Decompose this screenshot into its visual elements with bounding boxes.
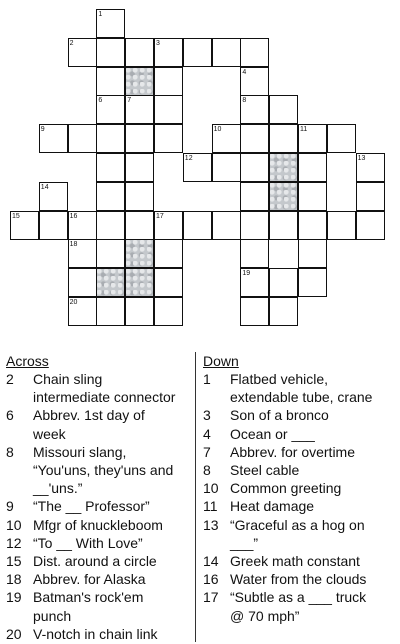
grid-cell[interactable] [68,38,97,67]
clue-number: 13 [203,516,219,533]
clue-number: 3 [203,407,211,424]
clue-number: 9 [6,498,14,515]
clue-number: 8 [242,97,247,105]
grid-cell[interactable] [212,211,241,240]
clue-text: Abbrev. for overtime [230,443,356,460]
clue-text: V-notch in chain link [33,625,158,642]
down-clue [203,552,399,570]
clue-number: 4 [242,68,247,76]
down-clue [203,370,399,406]
across-clue [6,588,194,624]
down-clue [203,461,399,479]
grid-cell[interactable] [240,67,269,96]
grid-cell[interactable] [96,297,125,326]
grid-cell[interactable] [154,67,183,96]
down-clue-list [203,370,399,625]
clue-text: Mfgr of knuckleboom [33,516,163,533]
across-clue [6,406,194,442]
across-clue [6,570,194,588]
grid-cell[interactable] [68,297,97,326]
clue-number: 12 [184,155,193,162]
clue-number: 4 [203,425,211,442]
clue-text: Abbrev. for Alaska [33,571,146,588]
clue-text: Water from the clouds [230,571,367,588]
across-clues [6,352,194,643]
clue-text: Son of a bronco [230,407,329,424]
grid-cell[interactable] [183,38,212,67]
grid-cell[interactable] [125,124,154,153]
clue-number: 14 [40,183,49,191]
down-clues [203,352,399,625]
clue-text: Chain sling intermediate connector [33,371,176,406]
clue-number: 20 [69,299,78,306]
grid-cell[interactable] [240,182,269,211]
clue-number: 6 [6,407,14,424]
grid-cell[interactable] [240,124,269,153]
clue-number: 20 [6,625,22,642]
grid-cell[interactable] [68,268,97,297]
grid-cell[interactable] [39,124,68,153]
down-clue [203,406,399,424]
grid-cell[interactable] [298,239,327,268]
down-clue [203,516,399,552]
clue-text: Dist. around a circle [33,553,157,570]
clue-text: Common greeting [230,480,342,497]
clue-number: 8 [6,443,14,460]
across-clue [6,370,194,406]
grid-cell[interactable] [96,124,125,153]
grid-cell[interactable] [212,153,241,182]
clue-text: Abbrev. 1st day of week [33,407,145,442]
across-clue-list [6,370,194,643]
clue-text: “The __ Professor” [33,498,150,515]
down-clue [203,588,399,624]
clue-number: 18 [69,241,78,249]
grid-cell[interactable] [298,124,327,153]
grid-cell[interactable] [298,182,327,211]
shaded-cell [125,67,154,96]
clue-number: 3 [156,39,160,47]
grid-cell[interactable] [212,38,241,67]
across-clue [6,516,194,534]
grid-cell[interactable] [269,95,298,124]
clue-number: 14 [203,553,219,570]
clue-number: 13 [357,155,366,162]
clue-number: 9 [40,126,45,134]
shaded-cell [269,153,298,182]
down-clue [203,425,399,443]
grid-cell[interactable] [240,297,269,326]
grid-cell[interactable] [125,153,154,182]
across-heading: Across [6,353,49,369]
clue-number: 7 [127,97,132,105]
clue-number: 19 [242,270,251,278]
clue-number: 18 [6,571,22,588]
down-clue [203,443,399,461]
grid-cell[interactable] [96,9,125,38]
down-clue [203,479,399,497]
clue-number: 17 [156,212,164,220]
clue-number: 7 [203,443,211,460]
clue-number: 17 [203,589,219,606]
clue-text: Flatbed vehicle, extendable tube, crane [230,371,373,406]
grid-cell[interactable] [356,182,385,211]
grid-cell[interactable] [327,211,356,240]
grid-cell[interactable] [327,124,356,153]
clue-number: 15 [6,553,22,570]
clue-number: 19 [6,589,22,606]
grid-cell[interactable] [183,211,212,240]
down-clue [203,497,399,515]
grid-cell[interactable] [240,95,269,124]
clue-text: Ocean or ___ [230,425,315,442]
clue-number: 11 [300,126,308,134]
grid-cell[interactable] [298,211,327,240]
clue-number: 15 [12,212,20,220]
across-clue [6,552,194,570]
grid-cell[interactable] [269,124,298,153]
across-clue [6,625,194,643]
grid-cell[interactable] [183,153,212,182]
grid-cell[interactable] [68,239,97,268]
grid-cell[interactable] [154,124,183,153]
grid-cell[interactable] [96,211,125,240]
grid-cell[interactable] [125,297,154,326]
grid-cell[interactable] [96,38,125,67]
grid-cell[interactable] [39,182,68,211]
grid-cell[interactable] [154,38,183,67]
grid-cell[interactable] [269,268,298,297]
clue-number: 2 [6,371,14,387]
clue-text: Missouri slang, “You'uns, they'uns and __'uns.” [33,443,174,497]
clue-number: 2 [69,39,74,47]
grid-cell[interactable] [240,153,269,182]
grid-cell[interactable] [269,297,298,326]
clue-number: 1 [203,371,211,387]
clue-text: “To __ With Love” [33,534,143,551]
grid-cell[interactable] [298,153,327,182]
grid-cell[interactable] [125,211,154,240]
grid-cell[interactable] [154,268,183,297]
clue-number: 10 [6,516,22,533]
clue-number: 6 [98,97,103,105]
clue-number: 16 [203,571,219,588]
grid-cell[interactable] [96,182,125,211]
grid-cell[interactable] [96,67,125,96]
clue-number: 8 [203,462,211,479]
grid-cell[interactable] [240,38,269,67]
grid-cell[interactable] [125,38,154,67]
clue-text: Batman's rock'em punch [33,589,144,624]
clue-number: 1 [98,11,103,18]
shaded-cell [269,182,298,211]
clue-number: 12 [6,534,22,551]
grid-cell[interactable] [10,211,39,240]
grid-cell[interactable] [212,124,241,153]
grid-cell[interactable] [240,211,269,240]
grid-cell[interactable] [298,268,327,297]
grid-cell[interactable] [356,153,385,182]
grid-cell[interactable] [96,239,125,268]
clue-text: Heat damage [230,498,315,515]
clue-text: “Graceful as a hog on ___” [230,516,365,551]
across-clue [6,497,194,515]
grid-cell[interactable] [125,95,154,124]
shaded-cell [96,268,125,297]
grid-cell[interactable] [96,95,125,124]
across-clue [6,443,194,498]
clue-number: 10 [213,126,222,134]
clue-text: “Subtle as a ___ truck @ 70 mph” [230,589,367,624]
column-divider [195,352,196,642]
grid-cell[interactable] [39,211,68,240]
shaded-cell [125,268,154,297]
grid-cell[interactable] [68,124,97,153]
grid-cell[interactable] [269,211,298,240]
down-heading: Down [203,353,239,369]
clue-number: 16 [69,212,78,220]
clue-number: 11 [203,498,218,515]
clue-text: Steel cable [230,462,300,479]
grid-cell[interactable] [125,182,154,211]
clue-text: Greek math constant [230,553,360,570]
grid-cell[interactable] [154,95,183,124]
down-clue [203,570,399,588]
grid-cell[interactable] [154,239,183,268]
across-clue [6,534,194,552]
grid-cell[interactable] [154,211,183,240]
grid-cell[interactable] [96,153,125,182]
clue-number: 10 [203,480,219,497]
shaded-cell [125,239,154,268]
grid-cell[interactable] [356,211,385,240]
grid-cell[interactable] [68,211,97,240]
grid-cell[interactable] [240,239,269,268]
grid-cell[interactable] [154,297,183,326]
grid-cell[interactable] [240,268,269,297]
